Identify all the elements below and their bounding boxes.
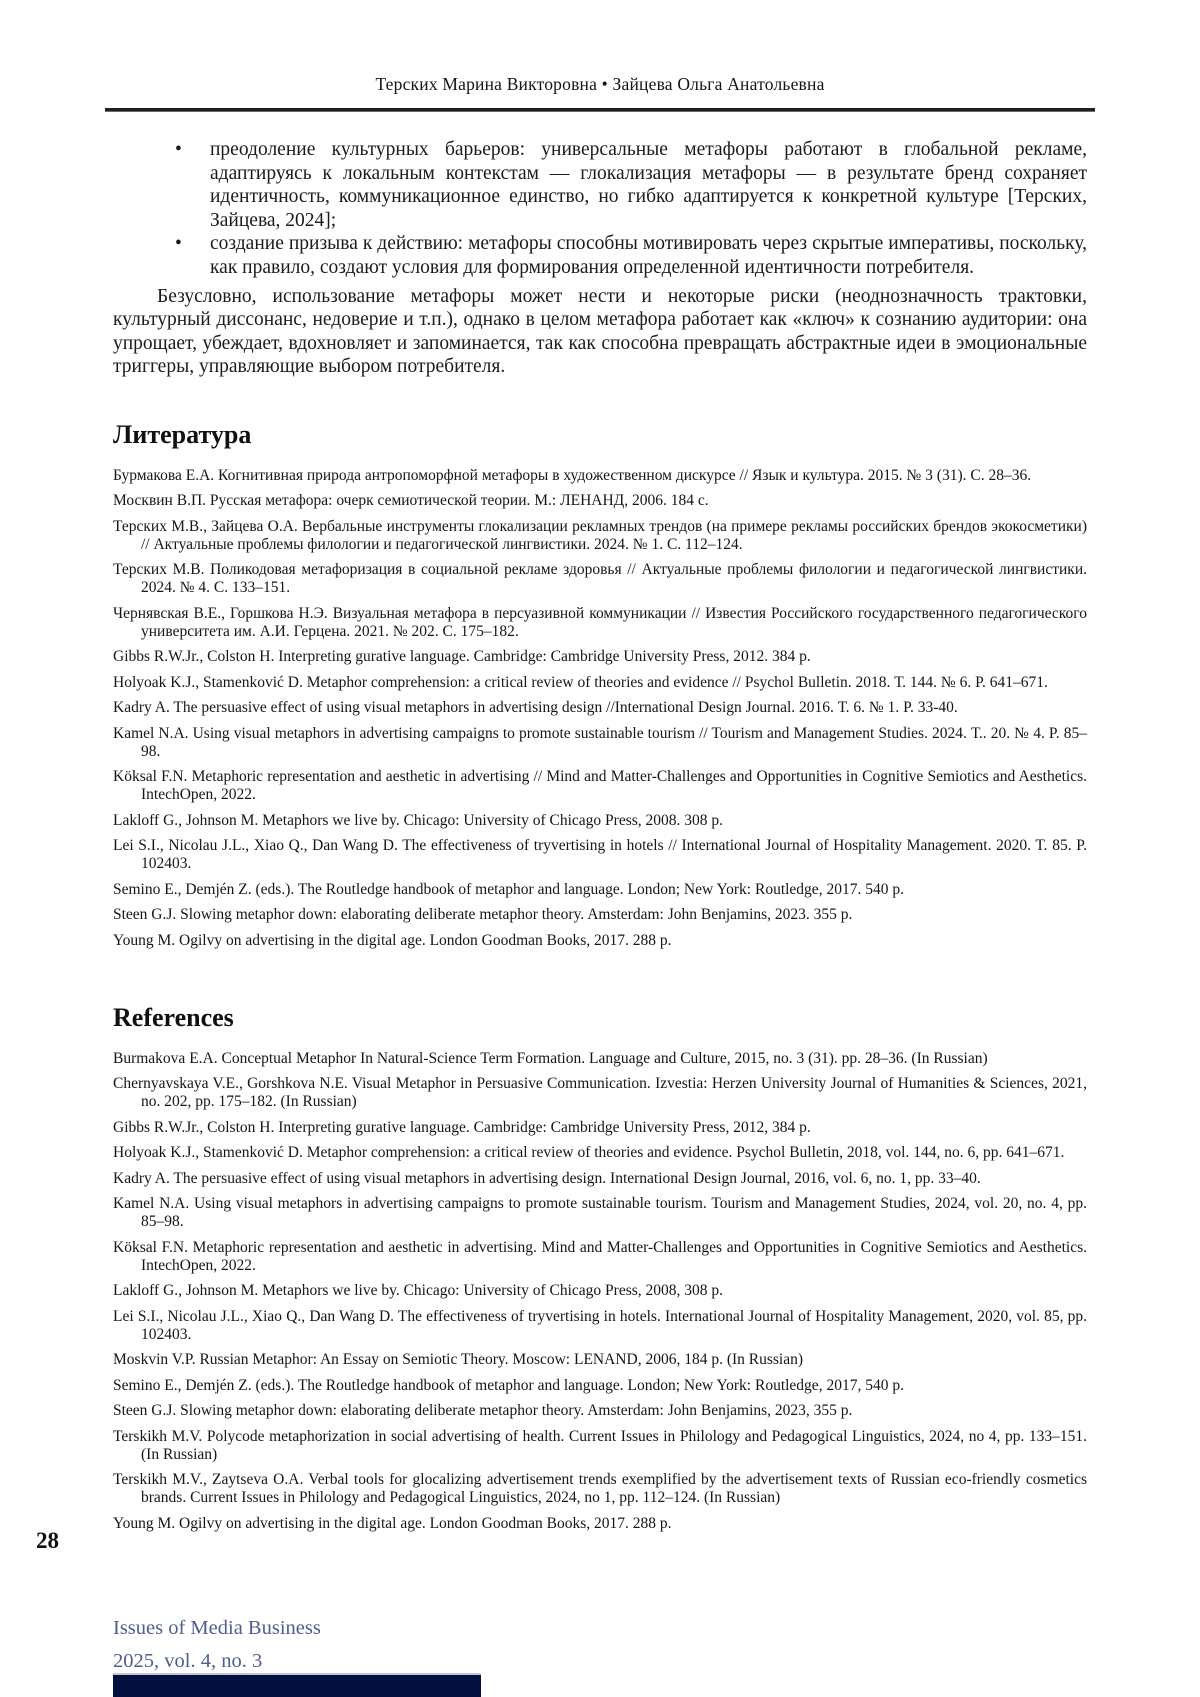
reference-entry: Moskvin V.P. Russian Metaphor: An Essay on Semiotic Theory. Moscow: LENAND, 2006, 184 p. (In Russian) <box>113 1351 804 1369</box>
reference-entry: Kamel N.A. Using visual metaphors in advertising campaigns to promote sustainable tourism. Tourism and Management Studies, 2024, vol. 20, no. 4, pp. 85–98. <box>113 1195 1087 1231</box>
reference-entry: Gibbs R.W.Jr., Colston H. Interpreting gurative language. Cambridge: Cambridge University Press, 2012, 384 p. <box>113 1118 811 1136</box>
reference-entry: Бурмакова Е.А. Когнитивная природа антропоморфной метафоры в художественном дискурсе // Язык и культура. 2015. № 3 (31). С. 28–36. <box>113 466 1032 484</box>
reference-entry: Steen G.J. Slowing metaphor down: elaborating deliberate metaphor theory. Amsterdam: John Benjamins, 2023. 355 p. <box>113 906 853 924</box>
literatura-list <box>113 467 1087 950</box>
reference-entry: Terskikh M.V., Zaytseva O.A. Verbal tools for glocalizing advertisement trends exemplified by the advertisement texts of Russian eco-friendly cosmetics brands. Current Issues in Philology and Pedagogical Linguistics, 2024, no 1, pp. 112–124. (In Russian) <box>113 1471 1087 1507</box>
reference-entry: Köksal F.N. Metaphoric representation and aesthetic in advertising. Mind and Matter-Challenges and Opportunities in Cognitive Semiotics and Aesthetics. IntechOpen, 2022. <box>113 1238 1087 1274</box>
header-rule <box>105 108 1095 112</box>
reference-entry: Terskikh M.V. Polycode metaphorization in social advertising of health. Current Issues in Philology and Pedagogical Linguistics, 2024, no 4, pp. 133–151. (In Russian) <box>113 1427 1087 1463</box>
reference-entry: Терских М.В., Зайцева О.А. Вербальные инструменты глокализации рекламных трендов (на примере рекламы российских брендов экокосметики) // Актуальные проблемы филологии и педагогической лингвистики. 2024. № 1. С. 112–124. <box>113 517 1087 553</box>
bullet-item <box>113 232 1087 279</box>
reference-entry: Holyoak K.J., Stamenković D. Metaphor comprehension: a critical review of theories and evidence // Psychol Bulletin. 2018. Т. 144. № 6. P. 641–671. <box>113 673 1048 691</box>
journal-footer <box>113 1612 321 1678</box>
reference-entry: Lei S.I., Nicolau J.L., Xiao Q., Dan Wang D. The effectiveness of tryvertising in hotels // International Journal of Hospitality Management. 2020. T. 85. P. 102403. <box>113 837 1087 873</box>
reference-entry: Semino E., Demjén Z. (eds.). The Routledge handbook of metaphor and language. London; New York: Routledge, 2017, 540 p. <box>113 1376 904 1394</box>
reference-entry: Young M. Ogilvy on advertising in the digital age. London Goodman Books, 2017. 288 p. <box>113 931 672 949</box>
reference-entry: Kadry A. The persuasive effect of using visual metaphors in advertising design. International Design Journal, 2016, vol. 6, no. 1, pp. 33–40. <box>113 1169 981 1187</box>
reference-entry: Holyoak K.J., Stamenković D. Metaphor comprehension: a critical review of theories and evidence. Psychol Bulletin, 2018, vol. 144, no. 6, pp. 641–671. <box>113 1144 1065 1162</box>
page-content <box>113 138 1087 1533</box>
reference-entry: Kadry A. The persuasive effect of using visual metaphors in advertising design //International Design Journal. 2016. Т. 6. № 1. P. 33-40. <box>113 699 958 717</box>
reference-entry: Lakloff G., Johnson M. Metaphors we live by. Chicago: University of Chicago Press, 2008, 308 p. <box>113 1282 724 1300</box>
reference-entry: Steen G.J. Slowing metaphor down: elaborating deliberate metaphor theory. Amsterdam: John Benjamins, 2023, 355 p. <box>113 1402 853 1420</box>
reference-entry: Терских М.В. Поликодовая метафоризация в социальной рекламе здоровья // Актуальные проблемы филологии и педагогической лингвистики. 2024. № 4. С. 133–151. <box>113 561 1087 597</box>
reference-entry: Lei S.I., Nicolau J.L., Xiao Q., Dan Wang D. The effectiveness of tryvertising in hotels. International Journal of Hospitality Management, 2020, vol. 85, pp. 102403. <box>113 1307 1087 1343</box>
bullet-list <box>113 138 1087 280</box>
reference-entry: Köksal F.N. Metaphoric representation and aesthetic in advertising // Mind and Matter-Challenges and Opportunities in Cognitive Semiotics and Aesthetics. IntechOpen, 2022. <box>113 768 1087 804</box>
reference-entry: Burmakova E.A. Conceptual Metaphor In Natural-Science Term Formation. Language and Culture, 2015, no. 3 (31). pp. 28–36. (In Russian) <box>113 1049 988 1067</box>
bullet-text: создание призыва к действию: метафоры способны мотивировать через скрытые императивы, поскольку, как правило, создают условия для формирования определенной идентичности потребителя. <box>210 233 1087 278</box>
running-head: Терских Марина Викторовна • Зайцева Ольга Анатольевна <box>375 74 825 94</box>
reference-entry: Москвин В.П. Русская метафора: очерк семиотической теории. М.: ЛЕНАНД, 2006. 184 с. <box>113 492 709 510</box>
literatura-heading: Литература <box>113 419 252 449</box>
reference-entry: Lakloff G., Johnson M. Metaphors we live by. Chicago: University of Chicago Press, 2008. 308 p. <box>113 811 724 829</box>
journal-issue: 2025, vol. 4, no. 3 <box>113 1650 263 1672</box>
bullet-item <box>113 138 1087 232</box>
reference-entry: Semino E., Demjén Z. (eds.). The Routledge handbook of metaphor and language. London; New York: Routledge, 2017. 540 p. <box>113 880 904 898</box>
reference-entry: Chernyavskaya V.E., Gorshkova N.E. Visual Metaphor in Persuasive Communication. Izvestia: Herzen University Journal of Humanities & Sciences, 2021, no. 202, pp. 175–182. (In Russian) <box>113 1075 1087 1111</box>
references-list <box>113 1050 1087 1533</box>
bullet-icon: • <box>175 233 182 255</box>
bottom-bar <box>113 1673 481 1697</box>
intro-paragraph: Безусловно, использование метафоры может нести и некоторые риски (неоднозначность трактовки, культурный диссонанс, недоверие и т.п.), однако в целом метафора работает как «ключ» к сознанию аудитории: она упрощает, убеждает, вдохновляет и запоминается, так как способна превращать абстрактные идеи в эмоциональные триггеры, управляющие выбором потребителя. <box>113 285 1087 378</box>
references-heading: References <box>113 1002 234 1032</box>
bullet-text: преодоление культурных барьеров: универсальные метафоры работают в глобальной рекламе, адаптируясь к локальным контекстам — глокализация метафоры — в результате бренд сохраняет идентичность, коммуникационное единство, но гибко адаптируется к конкретной культуре [Терских, Зайцева, 2024]; <box>210 139 1087 231</box>
journal-title: Issues of Media Business <box>113 1617 321 1639</box>
reference-entry: Kamel N.A. Using visual metaphors in advertising campaigns to promote sustainable tourism // Tourism and Management Studies. 2024. Т.. 20. № 4. P. 85–98. <box>113 724 1087 760</box>
reference-entry: Чернявская В.Е., Горшкова Н.Э. Визуальная метафора в персуазивной коммуникации // Известия Российского государственного педагогического университета им. А.И. Герцена. 2021. № 202. С. 175–182. <box>113 604 1087 640</box>
bullet-icon: • <box>175 139 182 160</box>
page-number: 28 <box>36 1528 59 1553</box>
reference-entry: Gibbs R.W.Jr., Colston H. Interpreting gurative language. Cambridge: Cambridge University Press, 2012. 384 p. <box>113 648 811 666</box>
reference-entry: Young M. Ogilvy on advertising in the digital age. London Goodman Books, 2017. 288 p. <box>113 1514 672 1532</box>
